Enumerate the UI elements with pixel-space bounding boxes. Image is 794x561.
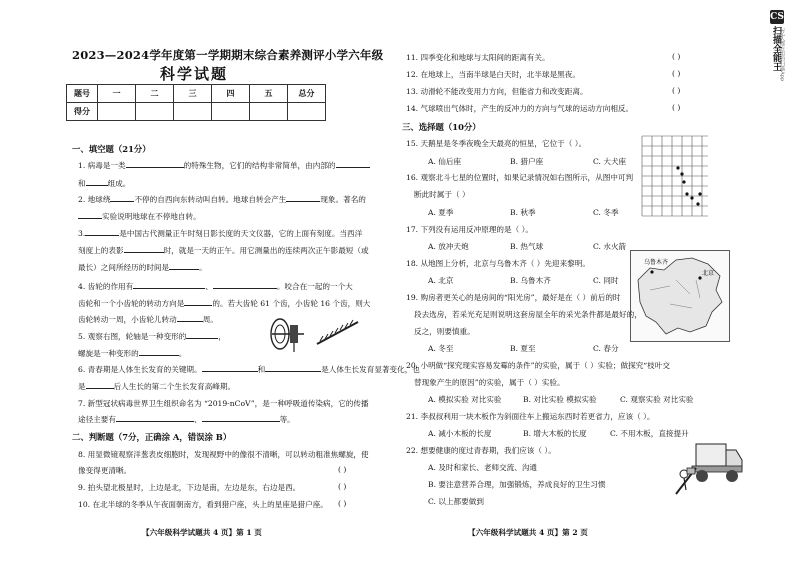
q-text: ， bbox=[218, 332, 226, 341]
question-14: 14. 气球喷出气体时，产生的反冲力的方向与气球的运动方向相反。 bbox=[406, 104, 634, 113]
section-fill-in: 一、填空题（21分） bbox=[72, 144, 151, 154]
option-a[interactable]: A. 放冲天炮 bbox=[428, 242, 469, 251]
option-b[interactable]: B. 乌鲁木齐 bbox=[510, 276, 551, 285]
q-text: 3. bbox=[78, 229, 86, 238]
answer-blank[interactable] bbox=[86, 381, 114, 389]
q-text: 。咬合在一起的一个大 bbox=[276, 282, 353, 291]
q-text: 和 bbox=[257, 365, 266, 374]
q-text: 的。若大齿轮 61 个齿，小齿轮 16 个齿，则大 bbox=[212, 299, 371, 308]
wheel-axle-screw-figure bbox=[262, 312, 362, 354]
option-b[interactable]: B. 对比实验 模拟实验 bbox=[523, 395, 597, 404]
question-12: 12. 在地球上，当南半球是白天时，北半球是黑夜。 bbox=[406, 70, 580, 79]
question-3-cont bbox=[78, 245, 369, 256]
score-table-header-row bbox=[67, 85, 326, 103]
answer-blank[interactable] bbox=[126, 160, 184, 168]
question-1-cont bbox=[78, 178, 130, 189]
score-input-cell[interactable] bbox=[174, 103, 212, 121]
option-a[interactable]: A. 北京 bbox=[428, 276, 454, 285]
answer-blank[interactable] bbox=[177, 314, 203, 322]
option-c[interactable]: C. 冬季 bbox=[593, 208, 619, 217]
truck-ramp-figure bbox=[672, 430, 744, 500]
score-table bbox=[66, 84, 326, 121]
answer-blank[interactable] bbox=[265, 364, 321, 372]
q-text: 后人生长的第二个生长发育高峰期。 bbox=[113, 382, 236, 391]
answer-blank[interactable] bbox=[286, 194, 320, 202]
score-cell: 二 bbox=[136, 85, 174, 103]
question-11: 11. 四季变化和地球与太阳间的距离有关。 bbox=[406, 53, 550, 62]
question-13: 13. 动滑轮不能改变用力方向，但能省力和改变距离。 bbox=[406, 87, 588, 96]
question-4-cont2 bbox=[78, 314, 218, 325]
option-a[interactable]: A. 夏季 bbox=[428, 208, 454, 217]
question-4 bbox=[78, 281, 353, 292]
score-input-cell[interactable] bbox=[136, 103, 174, 121]
q-text: 5. 观察右图，轮轴是一种变形的 bbox=[78, 332, 187, 341]
scanner-tagline: 3亿人都在用的扫描App bbox=[779, 28, 785, 82]
score-cell: 题号 bbox=[67, 85, 98, 103]
scanner-logo: CS bbox=[770, 12, 784, 22]
option-a[interactable]: A. 减小木板的长度 bbox=[428, 429, 492, 438]
option-a[interactable]: A. 仙后座 bbox=[428, 157, 462, 166]
option-c[interactable]: C. 春分 bbox=[593, 344, 619, 353]
q-text: 。 bbox=[199, 263, 207, 272]
score-cell: 总分 bbox=[288, 85, 326, 103]
question-7-cont bbox=[78, 414, 295, 425]
q-text: 2. 地球绕 bbox=[78, 195, 111, 204]
q-text: 时，就是一天的正午。用它测量出的连续两次正午影最短（或 bbox=[163, 246, 369, 255]
score-cell: 一 bbox=[98, 85, 136, 103]
q-text: 最长）之间所经历的时间是 bbox=[78, 263, 170, 272]
big-dipper-grid-figure bbox=[640, 134, 710, 218]
score-cell: 四 bbox=[212, 85, 250, 103]
q-text: 是中国古代测量正午时刻日影长度的天文仪器，它的上面有刻度。当西洋 bbox=[119, 229, 363, 238]
answer-blank[interactable] bbox=[202, 414, 280, 422]
option-c[interactable]: C. 大犬座 bbox=[593, 157, 627, 166]
q-text: 等。 bbox=[279, 415, 295, 424]
q-text: 不停的自西向东转动叫自转。地球自转会产生 bbox=[134, 195, 287, 204]
q-text: 是 bbox=[78, 382, 86, 391]
score-cell: 三 bbox=[174, 85, 212, 103]
question-16-cont: 断此时属于（ ） bbox=[414, 190, 470, 199]
exam-title: 2023—2024学年度第一学期期末综合素养测评小学六年级 bbox=[72, 48, 384, 62]
answer-blank[interactable] bbox=[202, 364, 258, 372]
answer-blank[interactable] bbox=[116, 414, 194, 422]
q-text: 齿轮转动一周，小齿轮儿转动 bbox=[78, 315, 177, 324]
question-15: 15. 天鹅星是冬季夜晚全天最亮的恒星，它位于（ ）。 bbox=[406, 139, 587, 148]
option-c[interactable]: C. 同时 bbox=[593, 276, 619, 285]
q-text: 、 bbox=[193, 415, 202, 424]
q-text: 6. 青春期是人体生长发育的关键期。 bbox=[78, 365, 202, 374]
map-label-urumqi: 乌鲁木齐 bbox=[644, 259, 669, 266]
option-b[interactable]: B. 要注意营养合理，加强锻炼，养成良好的卫生习惯 bbox=[428, 480, 606, 489]
question-20-cont: 替现象产生的原因”的实验，属于（ ）实验。 bbox=[414, 378, 565, 387]
answer-blank[interactable] bbox=[78, 211, 102, 219]
option-c[interactable]: C. 不用木板，直接提升 bbox=[610, 429, 689, 438]
question-16: 16. 观察北斗七星的位置时，如果记录情况如右图所示，从图中可判 bbox=[406, 173, 634, 182]
question-8: 8. 用显微镜观察洋葱表皮细胞时，发现视野中的像很不清晰，可以转动粗准焦螺旋，使 bbox=[78, 450, 369, 459]
q-text: 实验说明地球在不停地自转。 bbox=[102, 212, 201, 221]
question-5 bbox=[78, 331, 226, 342]
question-21: 21. 李叔叔利用一块木板作为斜面往车上搬运东西时若更省力，应该（ ）。 bbox=[406, 412, 655, 421]
answer-blank[interactable] bbox=[169, 262, 199, 270]
option-b[interactable]: B. 热气球 bbox=[510, 242, 544, 251]
q-text: 的特殊生物，它们的结构非常简单，由内部的 bbox=[183, 161, 336, 170]
exam-subject: 科学试题 bbox=[160, 65, 229, 83]
q-text: 1. 病毒是一类 bbox=[78, 161, 126, 170]
option-b[interactable]: B. 夏至 bbox=[510, 344, 536, 353]
score-input-cell[interactable] bbox=[250, 103, 288, 121]
score-input-cell[interactable] bbox=[288, 103, 326, 121]
option-a[interactable]: A. 冬至 bbox=[428, 344, 454, 353]
option-b[interactable]: B. 猎户座 bbox=[510, 157, 544, 166]
answer-blank[interactable] bbox=[85, 228, 119, 236]
china-map-figure bbox=[630, 250, 730, 342]
q-text: 。 bbox=[178, 349, 187, 358]
answer-blank[interactable] bbox=[184, 298, 212, 306]
answer-paren[interactable]: ( ) bbox=[338, 465, 347, 474]
question-9: 9. 拍头望北极星时，上边是北，下边是南，左边是东，右边是西。 bbox=[78, 483, 301, 492]
question-19-cont2: 反之，则要慎重。 bbox=[414, 327, 475, 336]
score-input-cell[interactable] bbox=[212, 103, 250, 121]
answer-blank[interactable] bbox=[110, 194, 134, 202]
score-input-cell[interactable] bbox=[98, 103, 136, 121]
q-text: 周。 bbox=[202, 315, 218, 324]
q-text: 途径主要有 bbox=[78, 415, 116, 424]
question-19: 19. 购房者更关心的是房间的“阳光房”，最好是在（ ）前后的时 bbox=[406, 293, 621, 302]
question-2-cont bbox=[78, 211, 201, 222]
section-true-false: 二、判断题（7分，正确涂 A，错误涂 B） bbox=[72, 432, 232, 442]
answer-blank[interactable] bbox=[139, 348, 179, 356]
option-a[interactable]: A. 模拟实验 对比实验 bbox=[428, 395, 502, 404]
q-text: 齿轮和一个小齿轮的转动方向是 bbox=[78, 299, 185, 308]
score-table-score-row bbox=[67, 103, 326, 121]
question-19-cont: 段去选房，若采光充足则说明这套房屋全年的采光条件都是最好的， bbox=[414, 310, 642, 319]
urumqi-marker bbox=[650, 270, 653, 273]
question-2 bbox=[78, 194, 366, 205]
question-6-cont bbox=[78, 381, 235, 392]
map-label-beijing: 北京 bbox=[702, 270, 715, 277]
scanner-brand: 扫描全能王 bbox=[771, 26, 781, 71]
q-text: 螺旋是一种变形的 bbox=[78, 349, 139, 358]
score-cell: 得分 bbox=[67, 103, 98, 121]
question-22: 22. 想要健康的度过青春期，我们应该（ ）。 bbox=[406, 446, 556, 455]
question-6 bbox=[78, 364, 420, 375]
question-5-cont bbox=[78, 348, 186, 359]
option-b[interactable]: B. 秋季 bbox=[510, 208, 536, 217]
question-20: 20. 小明做“探究现实容易发霉的条件”的实验，属于（ ）实验；做探究“枝叶交 bbox=[406, 361, 670, 370]
answer-blank[interactable] bbox=[336, 160, 370, 168]
question-4-cont bbox=[78, 298, 370, 309]
q-text: 4. 齿轮的作用有 bbox=[78, 282, 134, 291]
answer-blank[interactable] bbox=[124, 245, 164, 253]
answer-paren[interactable]: ( ) bbox=[672, 69, 681, 78]
section-multiple-choice: 三、选择题（10分） bbox=[402, 122, 481, 132]
answer-paren[interactable]: ( ) bbox=[338, 482, 347, 491]
question-7: 7. 新型冠状病毒世界卫生组织命名为 “2019-nCoV”，是一种呼吸道传染病，它的传播 bbox=[78, 399, 369, 408]
option-c[interactable]: C. 水火箭 bbox=[593, 242, 627, 251]
q-text: 、 bbox=[205, 282, 213, 291]
question-10: 10. 在北半球的冬季从午夜面朝南方，看到猎户座，头上的星座是猎户座。 bbox=[78, 500, 328, 509]
q-text: 现象。著名的 bbox=[320, 195, 366, 204]
q-text: 是人体生长发育显著变化，也 bbox=[321, 365, 420, 374]
answer-blank[interactable] bbox=[186, 331, 218, 339]
option-b[interactable]: B. 增大木板的长度 bbox=[523, 429, 587, 438]
answer-paren[interactable]: ( ) bbox=[672, 52, 681, 61]
answer-paren[interactable]: ( ) bbox=[338, 499, 347, 508]
answer-blank[interactable] bbox=[86, 178, 108, 186]
option-c[interactable]: C. 观察实验 对比实验 bbox=[620, 395, 694, 404]
question-3 bbox=[78, 228, 362, 239]
q-text: 组成。 bbox=[107, 179, 131, 188]
option-a[interactable]: A. 及时和家长、老师交流、沟通 bbox=[428, 463, 538, 472]
q-text: 刻度上的表影 bbox=[78, 246, 124, 255]
page-footer-left: 【六年级科学试题共 4 页】第 1 页 bbox=[142, 528, 262, 537]
answer-paren[interactable]: ( ) bbox=[672, 86, 681, 95]
question-1 bbox=[78, 160, 370, 171]
question-18: 18. 从地图上分析，北京与乌鲁木齐（ ）先迎来黎明。 bbox=[406, 259, 590, 268]
question-8-cont: 像变得更清晰。 bbox=[78, 466, 132, 475]
option-c[interactable]: C. 以上都要做到 bbox=[428, 497, 484, 506]
question-17: 17. 下列没有运用反冲原理的是（ ）。 bbox=[406, 225, 534, 234]
answer-paren[interactable]: ( ) bbox=[672, 103, 681, 112]
page-footer-right: 【六年级科学试题共 4 页】第 2 页 bbox=[468, 528, 588, 537]
answer-blank[interactable] bbox=[213, 281, 277, 289]
answer-blank[interactable] bbox=[133, 281, 205, 289]
q-text: 和 bbox=[78, 179, 86, 188]
question-3-cont2 bbox=[78, 262, 207, 273]
score-cell: 五 bbox=[250, 85, 288, 103]
